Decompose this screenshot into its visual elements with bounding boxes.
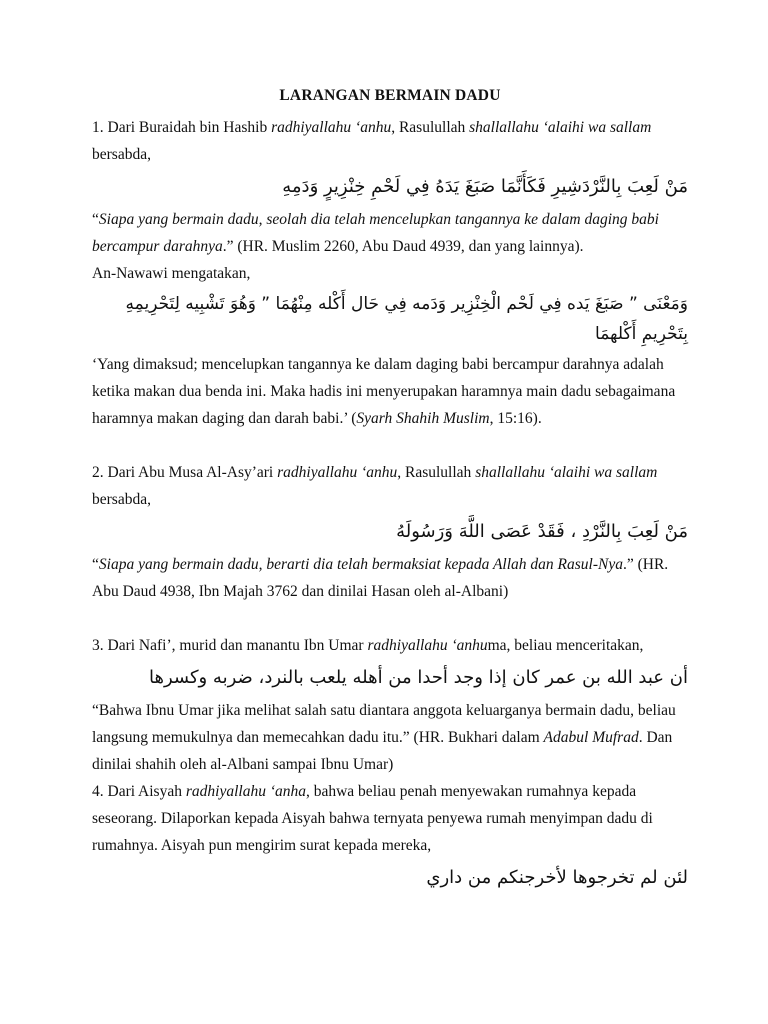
s1-trans-source: .” (HR. Muslim 2260, Abu Daud 4939, dan yang lainnya). [222,238,584,255]
spacer [92,432,688,459]
s3-arabic-athar: أن عبد الله بن عمر كان إذا وجد أحدا من أهله يلعب بالنرد، ضربه وكسرها [148,667,688,688]
s3-trans-book: Adabul Mufrad [543,729,639,746]
s1-arabic-nawawi: وَمَعْنَى ” صَبَغَ يَده فِي لَحْم الْخِنْزِير وَدَمه فِي حَال أَكْله مِنْهُمَا ” وَهُوَ تَشْبِيه لِتَحْرِيمِهِ بِتَحْرِيمِ أَكْلهمَا [125,294,688,344]
s3-intro-text2: ma, beliau menceritakan, [487,637,644,654]
s1-arabic-hadith: مَنْ لَعِبَ بِالنَّرْدَشِيرِ فَكَأَنَّمَا صَبَغَ يَدَهُ فِي لَحْمِ خِنْزِيرٍ وَدَمِهِ [282,176,688,197]
s3-trans-ref: . Dan dinilai shahih oleh al-Albani sampai Ibnu Umar) [92,729,673,773]
s2-trans-open: “ [92,556,99,573]
s2-arabic-hadith: مَنْ لَعِبَ بِالنَّرْدِ ، فَقَدْ عَصَى اللَّهَ وَرَسُولَهُ [396,521,688,542]
section-2-intro [92,459,688,513]
s3-translation [92,697,688,778]
s2-intro-text3: bersabda, [92,491,151,508]
s3-intro-text: 3. Dari Nafi’, murid dan manantu Ibn Umar [92,637,368,654]
s1-exp-text: ‘Yang dimaksud; mencelupkan tangannya ke dalam daging babi bercampur darahnya adalah ketika makan dua benda ini. Maka hadis ini menyerupakan haramnya main dadu sebagaimana haramnya makan daging dan darah babi.’ ( [92,356,676,427]
s4-intro-italic: radhiyallahu ‘anha [185,783,306,800]
s2-trans-source: .” (HR. Abu Daud 4938, Ibn Majah 3762 dan dinilai Hasan oleh al-Albani) [92,556,669,600]
s2-intro-text: 2. Dari Abu Musa Al-Asy’ari [92,464,278,481]
s1-trans-open: “ [92,211,99,228]
s4-intro-text: 4. Dari Aisyah [92,783,186,800]
s2-translation [92,551,688,605]
s1-intro-italic: radhiyallahu ‘anhu [271,119,392,136]
s2-trans-italic: Siapa yang bermain dadu, berarti dia telah bermaksiat kepada Allah dan Rasul-Nya [98,556,623,573]
s1-intro-text2: , Rasulullah [391,119,470,136]
s1-trans-italic: Siapa yang bermain dadu, seolah dia telah mencelupkan tangannya ke dalam daging babi bercampur darahnya [92,211,659,255]
s2-intro-italic: radhiyallahu ‘anhu [277,464,398,481]
s2-intro-italic2: shallallahu ‘alaihi wa sallam [475,464,658,481]
s1-exp-book: Syarh Shahih Muslim [356,410,490,427]
s3-trans-text: “Bahwa Ibnu Umar jika melihat salah satu diantara anggota keluarganya bermain dadu, beliau langsung memukulnya dan memecahkan dadu itu.” (HR. Bukhari dalam [92,702,676,746]
s1-intro-italic2: shallallahu ‘alaihi wa sallam [469,119,652,136]
s1-nawawi: An-Nawawi mengatakan, [92,265,251,282]
s1-intro-text: 1. Dari Buraidah bin Hashib [92,119,272,136]
spacer [92,605,688,632]
s3-intro-italic: radhiyallahu ‘anhu [367,637,488,654]
s1-translation [92,206,688,260]
s4-arabic-letter: لئن لم تخرجوها لأخرجنكم من داري [426,867,688,888]
section-4-intro [92,778,688,859]
s1-intro-text3: bersabda, [92,146,151,163]
s1-explanation [92,351,688,432]
section-3-intro [92,632,688,659]
section-1-intro [92,114,688,168]
s2-intro-text2: , Rasulullah [397,464,476,481]
s1-exp-ref: , 15:16). [489,410,542,427]
s4-intro-text2: , bahwa beliau penah menyewakan rumahnya kepada seseorang. Dilaporkan kepada Aisyah bahwa ternyata penyewa rumah menyimpan dadu di rumahnya. Aisyah pun mengirim surat kepada mereka, [92,783,653,854]
document-title: LARANGAN BERMAIN DADU [279,87,501,104]
